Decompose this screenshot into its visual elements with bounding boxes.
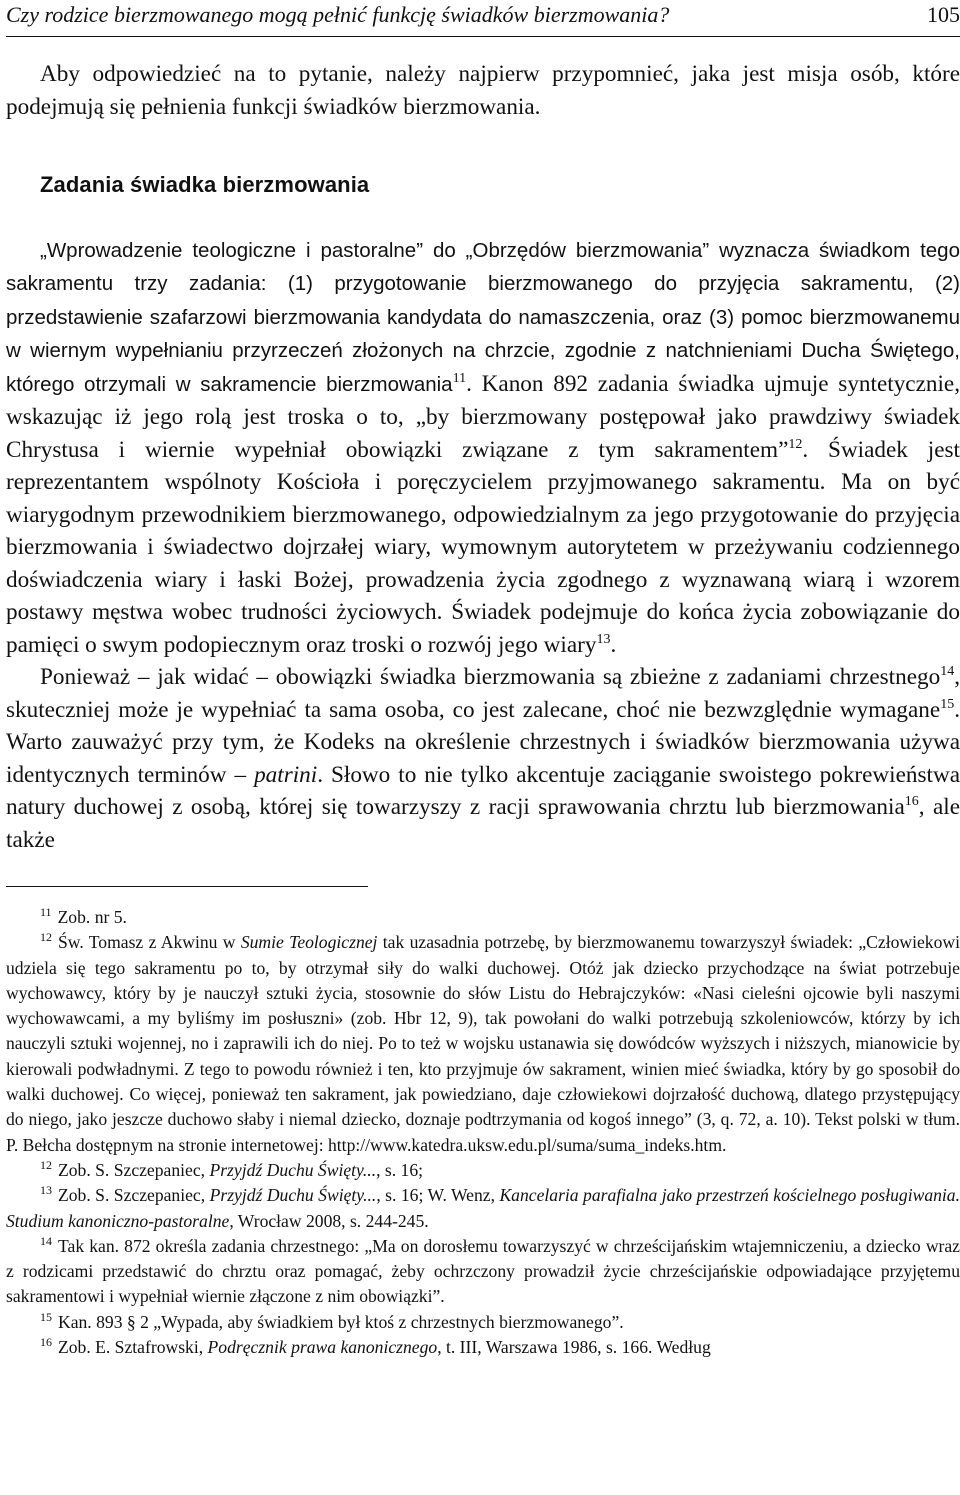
- intro-paragraph: Aby odpowiedzieć na to pytanie, należy najpierw przypomnieć, jaka jest misja osób, które podejmują się pełnienia funkcji świadków bierzmowania.: [6, 61, 960, 120]
- footnote-ref[interactable]: 12: [788, 436, 803, 452]
- footnote-12-szczepaniec: [6, 1158, 960, 1183]
- footnote-text: Tak kan. 872 określa zadania chrzestnego: „Ma on dorosłemu towarzyszyć w chrześcijańskim wtajemniczeniu, a dziecko wraz z rodzicami przedstawić do chrztu oraz pomagać, żeby ochrzczony prowadził życie chrześcijańskie odpowiadające przyjętemu sakramentowi i wypełniał wiernie złączone z nim obowiązki”.: [6, 1235, 960, 1307]
- paragraph-text: . Warto zauważyć przy tym, że Kodeks na określenie chrzestnych i świadków bierzmowania używa identycznych terminów –: [6, 696, 960, 788]
- footnote-text: tak uzasadnia potrzebę, by bierzmowanemu towarzyszył świadek: „Człowiekowi udziela się tego sakramentu po to, by otrzymał siły do walki duchowej. Otóż jak dziecko przychodzące na świat potrzebuje wychowawcy, który by je nauczył sztuki życia, stosownie do słów Listu do Hebrajczyków: «Nasi cieleśni ojcowie byli naszymi wychowawcami, a my byliśmy im posłuszni» (zob. Hbr 12, 9), tak powołani do walki potrzebują szkoleniowców, którzy by ich nauczyli sztuki wojennej, no i zaprawili ich do niej. Po to też w wojsku ustanawia się dowódców wyższych i niższych, mianowicie by kierowali podwładnymi. Z tego to powodu również i ten, kto przyjmuje ów sakrament, winien mieć świadka, który by go sposobił do walki duchowej. Co więcej, ponieważ ten sakrament, jak powiedziano, daje człowiekowi dojrzałość duchową, dlatego przystępujący do niego, jako jeszcze duchowo słaby i niemal dziecko, doznaje podtrzymania od kogoś innego” (3, q. 72, a. 10). Tekst polski w tłum. P. Bełcha dostępnym na stronie internetowej: http://www.katedra.uksw.edu.pl/suma/suma_indeks.htm.: [6, 932, 960, 1155]
- body-text: [6, 58, 960, 856]
- work-title: Przyjdź Duchu Święty...: [209, 1185, 377, 1206]
- footnote-15: [6, 1310, 960, 1335]
- footnote-12-aquinas: [6, 930, 960, 1158]
- footnote-text: Kan. 893 § 2 „Wypada, aby świadkiem był ktoś z chrzestnych bierzmowanego”.: [58, 1311, 624, 1332]
- section-heading: Zadania świadka bierzmowania: [40, 172, 370, 197]
- footnote-mark: 15: [40, 1309, 52, 1324]
- footnote-text: , s. 16; W. Wenz,: [376, 1185, 500, 1206]
- paragraph-text: .: [610, 631, 617, 658]
- running-title: Czy rodzice bierzmowanego mogą pełnić funkcję świadków bierzmowania?: [6, 2, 670, 27]
- footnotes: [6, 905, 960, 1360]
- latin-term: patrini: [254, 761, 318, 788]
- work-title: Przyjdź Duchu Święty...: [209, 1159, 377, 1180]
- footnote-16: [6, 1335, 960, 1360]
- footnote-text: , t. III, Warszawa 1986, s. 166. Według: [437, 1337, 711, 1358]
- footnote-13: [6, 1183, 960, 1234]
- paragraph-text: . Świadek jest reprezentantem wspólnoty Kościoła i poręczycielem przyjmowanego sakramentu. Ma on być wiarygodnym przewodnikiem bierzmowanego, odpowiedzialnym za jego przygotowanie do przyjęcia bierzmowania i świadectwo dojrzałej wiary, wymownym autorytetem w przeżywaniu codziennego doświadczenia wiary i łaski Bożej, prowadzenia życia zgodnego z wyznawaną wiarą i wzorem postawy męstwa wobec trudności życiowych. Świadek podejmuje do końca życia zobowiązanie do pamięci o swym podopiecznym oraz troski o rozwój jego wiary: [6, 436, 960, 658]
- paragraph-tasks: [6, 234, 960, 662]
- footnote-text: Św. Tomasz z Akwinu w: [58, 932, 241, 953]
- footnote-mark: 14: [40, 1233, 52, 1248]
- paragraph-text: „Wprowadzenie teologiczne i pastoralne” do „Obrzędów bierzmowania” wyznacza świadkom tego sakramentu trzy zadania: (1) przygotowanie bierzmowanego do przyjęcia sakramentu, (2) przedstawienie szafarzowi bierzmowania kandydata do namaszczenia, oraz (3) pomoc bierzmowanemu w wiernym wypełnianiu przyrzeczeń złożonych na chrzcie, zgodnie z natchnieniami Ducha Świętego, którego otrzymali w sakramencie bierzmowania: [6, 238, 960, 396]
- footnote-ref[interactable]: 11: [452, 370, 467, 386]
- paragraph-text: , skuteczniej może je wypełniać ta sama osoba, co jest zalecane, choć nie bezwzględnie wymagane: [6, 664, 960, 723]
- footnote-14: [6, 1234, 960, 1310]
- work-title: Kancelaria parafialna jako przestrzeń kościelnego posługiwania. Studium kanoniczno-pastoralne: [6, 1185, 960, 1231]
- work-title: Sumie Teologicznej: [240, 932, 378, 953]
- footnote-text: Zob. S. Szczepaniec,: [58, 1159, 210, 1180]
- footnote-ref[interactable]: 13: [596, 631, 611, 647]
- footnote-text: , Wrocław 2008, s. 244-245.: [229, 1210, 429, 1231]
- paragraph-text: Ponieważ – jak widać – obowiązki świadka bierzmowania są zbieżne z zadaniami chrzestnego: [40, 664, 941, 690]
- footnote-separator: [6, 886, 368, 887]
- footnote-ref[interactable]: 16: [904, 794, 919, 809]
- footnote-mark: 12: [40, 930, 52, 945]
- footnote-text: Zob. nr 5.: [57, 907, 127, 927]
- paragraph-text: , ale także: [6, 794, 960, 853]
- footnote-mark: 12: [40, 1157, 52, 1172]
- footnote-text: , s. 16;: [376, 1159, 424, 1180]
- footnote-mark: 13: [40, 1183, 52, 1198]
- footnote-text: Zob. E. Sztafrowski,: [58, 1337, 208, 1358]
- page-number: 105: [927, 2, 960, 27]
- running-header: [6, 2, 960, 34]
- work-title: Podręcznik prawa kanonicznego: [207, 1337, 438, 1358]
- paragraph-text: . Słowo to nie tylko akcentuje zaciąganie swoistego pokrewieństwa natury duchowej z osobą, której się towarzyszy z racji sprawowania chrztu lub bierzmowania: [6, 761, 960, 820]
- footnote-ref[interactable]: 14: [940, 664, 955, 679]
- paragraph-patrini: [6, 661, 960, 856]
- header-rule: [6, 36, 960, 37]
- footnote-text: Zob. S. Szczepaniec,: [58, 1185, 210, 1206]
- paragraph-text: . Kanon 892 zadania świadka ujmuje syntetycznie, wskazując iż jego rolą jest troska o to, „by bierzmowany postępował jako prawdziwy świadek Chrystusa i wiernie wypełniał obowiązki związane z tym sakramentem”: [6, 370, 960, 463]
- footnote-ref[interactable]: 15: [940, 696, 955, 712]
- footnote-11: [6, 905, 960, 930]
- footnote-mark: 11: [40, 905, 52, 919]
- footnote-mark: 16: [40, 1335, 52, 1350]
